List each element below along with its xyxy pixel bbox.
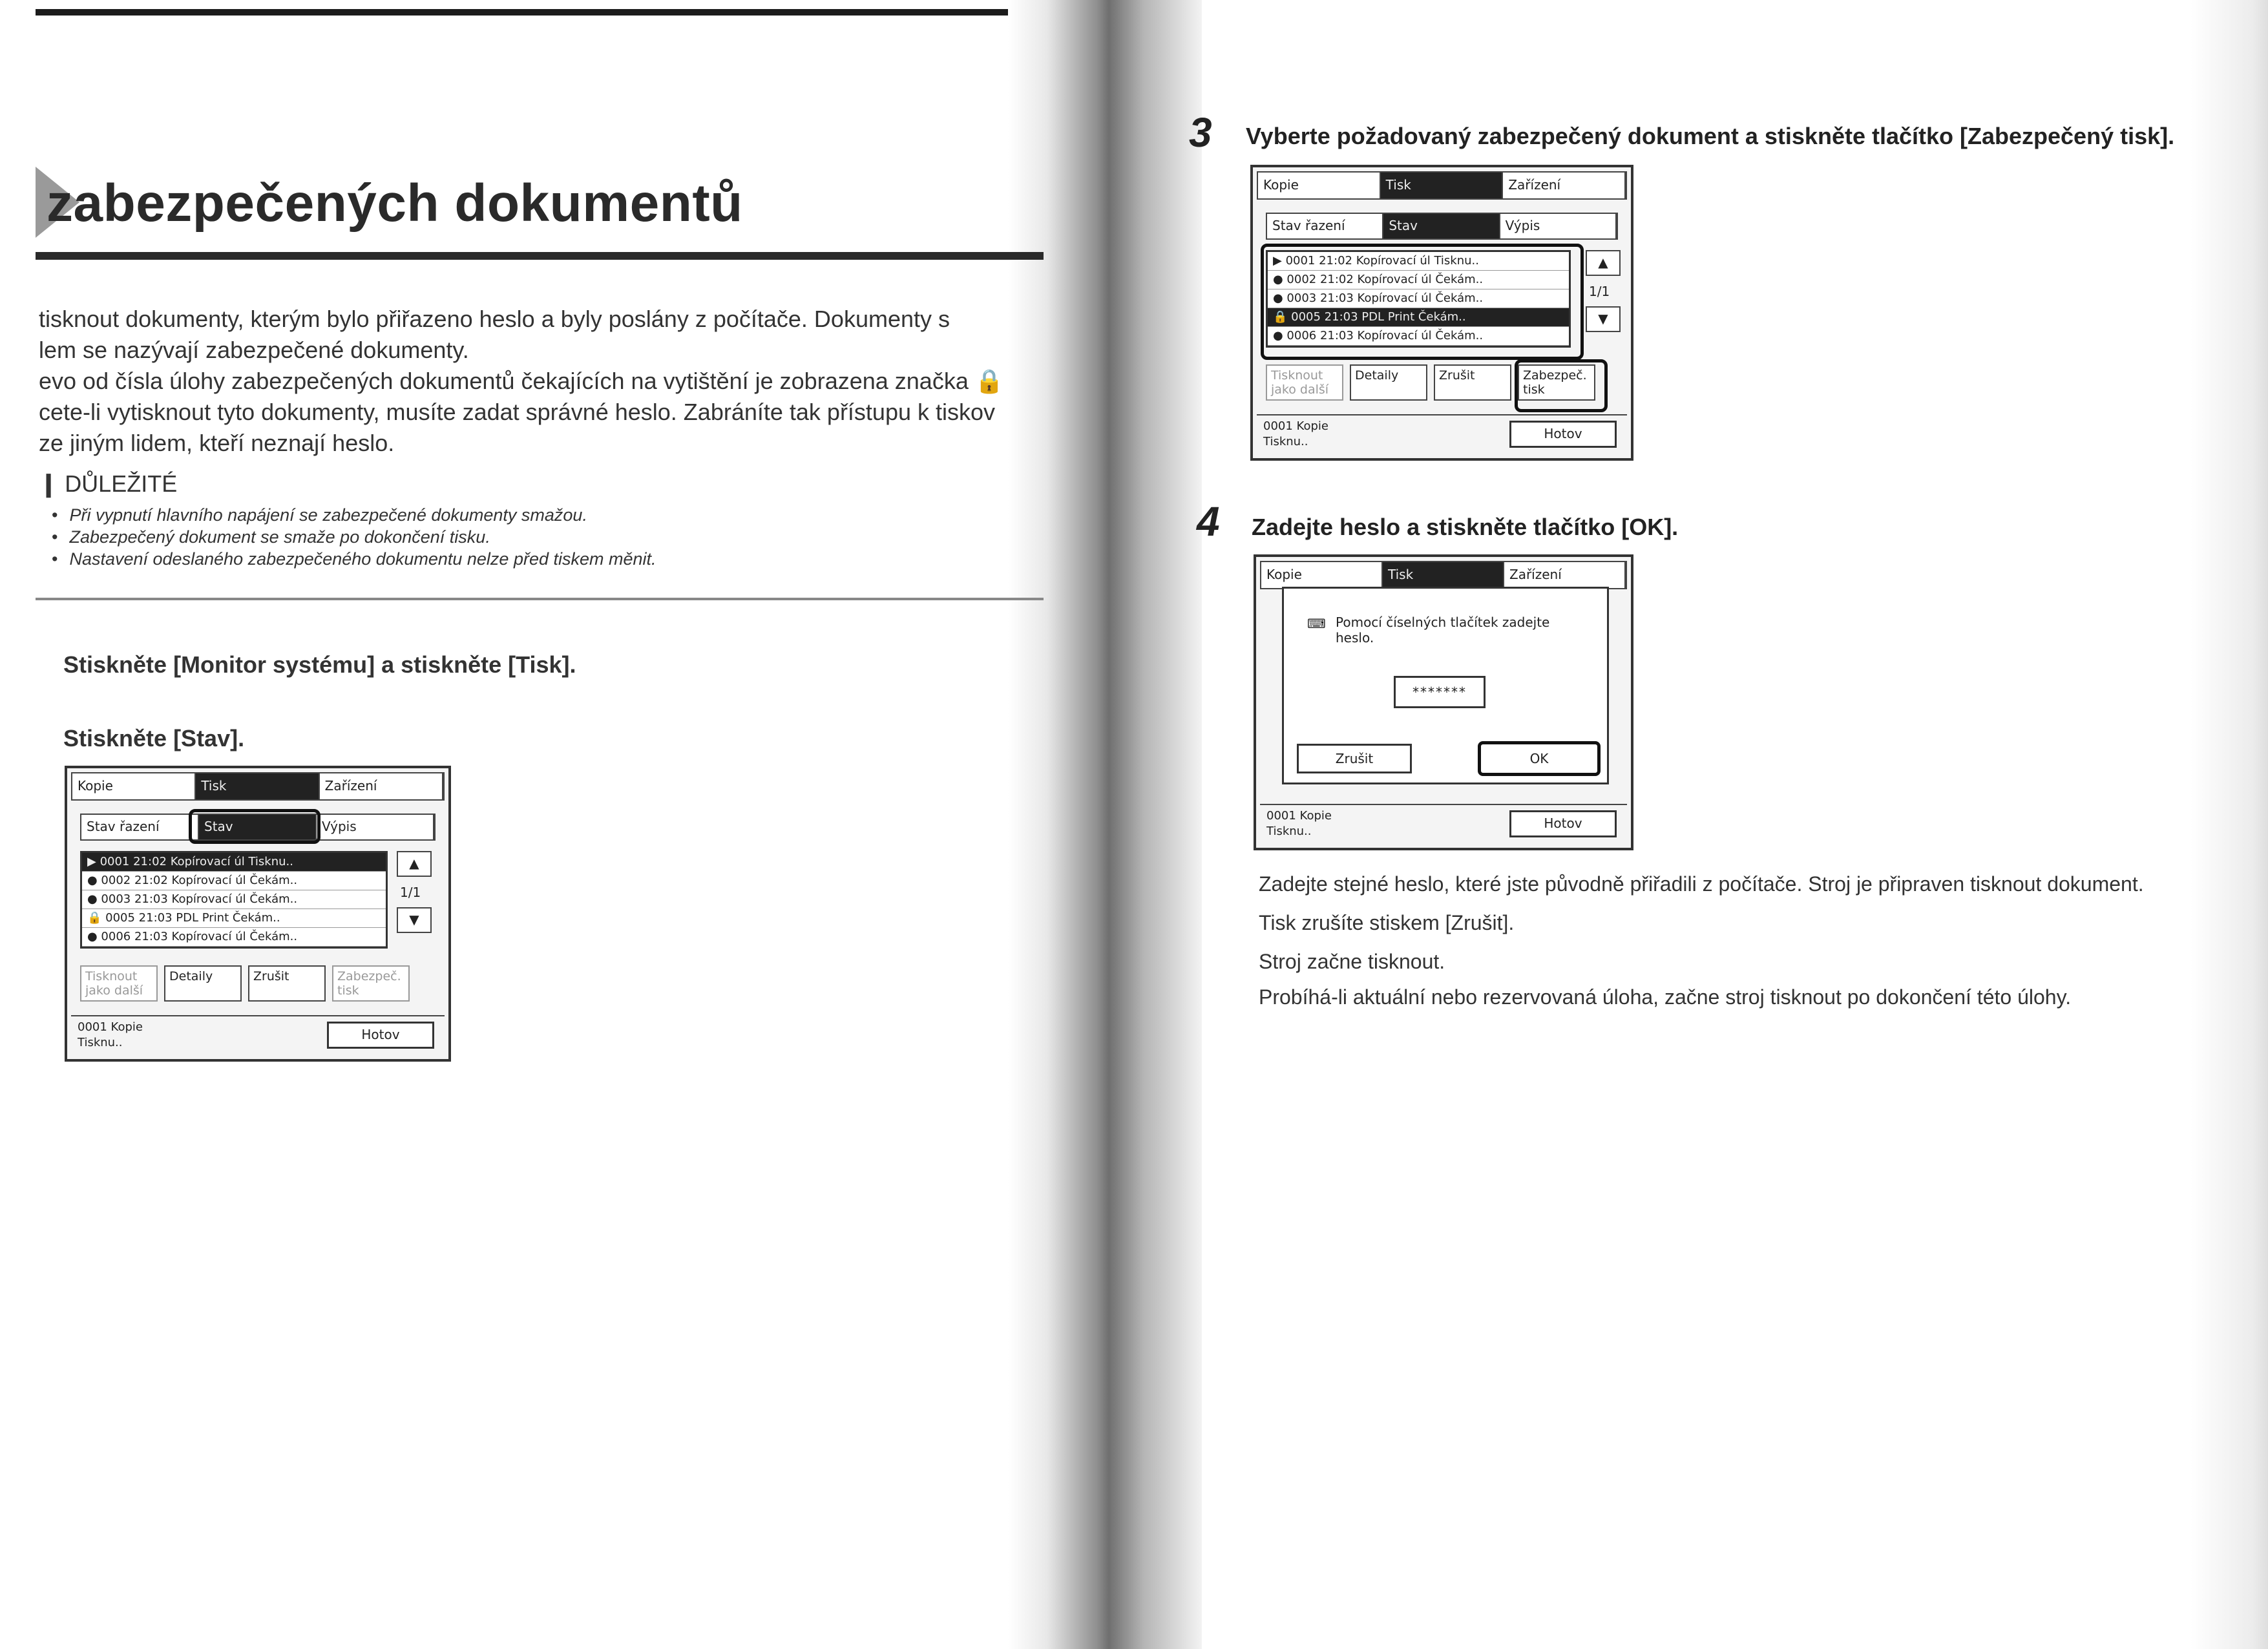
table-row[interactable]: ▶ 0001 21:02 Kopírovací úl Tisknu..	[82, 853, 386, 872]
tab-tisk[interactable]: Tisk	[196, 773, 319, 799]
table-row[interactable]: ● 0003 21:03 Kopírovací úl Čekám..	[1268, 289, 1569, 308]
body-line: Zadejte stejné heslo, které jste původně přiřadili z počítače. Stroj je připraven tisknout dokument.	[1259, 872, 2144, 896]
status-job: 0001 Kopie	[78, 1020, 143, 1034]
list-item: • Nastavení odeslaného zabezpečeného dokumentu nelze před tiskem měnit.	[52, 548, 656, 570]
highlight-frame	[189, 809, 320, 844]
screen-step3	[1250, 165, 1633, 461]
dialog-cancel-button[interactable]: Zrušit	[1297, 744, 1412, 773]
table-row[interactable]: ▶ 0001 21:02 Kopírovací úl Tisknu..	[1268, 252, 1569, 271]
dialog-message: Pomocí číselných tlačítek zadejte heslo.	[1336, 614, 1550, 646]
main-tabs	[71, 772, 445, 801]
sub-tabs	[1266, 213, 1618, 240]
main-tabs	[1257, 171, 1627, 200]
password-field[interactable]: *******	[1394, 676, 1486, 708]
tab-tisk[interactable]: Tisk	[1381, 173, 1504, 198]
step-1-text: Stiskněte [Monitor systému] a stiskněte [Tisk].	[63, 651, 576, 678]
table-row[interactable]: 🔒 0005 21:03 PDL Print Čekám..	[1268, 308, 1569, 327]
scroll-up-icon[interactable]: ▲	[397, 851, 432, 877]
tab-stav-razeni[interactable]: Stav řazení	[1267, 214, 1383, 238]
status-bar	[1257, 414, 1627, 454]
job-list	[80, 851, 388, 949]
important-list	[52, 504, 656, 570]
tab-tisk[interactable]: Tisk	[1383, 562, 1504, 588]
cancel-button[interactable]: Zrušit	[248, 965, 326, 1002]
print-next-button[interactable]: Tisknout jako další	[80, 965, 158, 1002]
tab-stav-razeni[interactable]: Stav řazení	[81, 815, 199, 839]
scroll-up-icon[interactable]: ▲	[1586, 250, 1621, 276]
status-state: Tisknu..	[78, 1036, 123, 1049]
tab-kopie[interactable]: Kopie	[1258, 173, 1381, 198]
done-button[interactable]: Hotov	[1509, 810, 1617, 837]
table-row[interactable]: ● 0002 21:02 Kopírovací úl Čekám..	[1268, 271, 1569, 289]
ok-button[interactable]: OK	[1478, 741, 1601, 776]
intro-line: lem se nazývají zabezpečené dokumenty.	[39, 337, 469, 363]
keypad-icon: ⌨	[1307, 616, 1326, 631]
tab-kopie[interactable]: Kopie	[72, 773, 196, 799]
body-line: Stroj začne tisknout.	[1259, 950, 1445, 973]
book-gutter-shadow	[1008, 0, 1202, 1649]
details-button[interactable]: Detaily	[164, 965, 242, 1002]
step-4-number: 4	[1197, 498, 1220, 545]
action-buttons	[80, 965, 410, 1002]
top-rule	[36, 9, 1147, 16]
page-edge-shadow	[2190, 0, 2268, 1649]
job-list	[1266, 250, 1571, 348]
intro-line: tisknout dokumenty, kterým bylo přiřazeno heslo a byly poslány z počítače. Dokumenty s	[39, 306, 950, 332]
table-row[interactable]: ● 0006 21:03 Kopírovací úl Čekám..	[1268, 327, 1569, 346]
status-job: 0001 Kopie	[1266, 809, 1332, 823]
page-indicator: 1/1	[400, 885, 421, 900]
tab-zarizeni[interactable]: Zařízení	[1503, 173, 1626, 198]
screen-step2	[65, 766, 451, 1062]
tab-stav[interactable]: Stav	[199, 815, 317, 839]
secure-print-button[interactable]: Zabezpeč. tisk	[332, 965, 410, 1002]
list-item: • Zabezpečený dokument se smaže po dokončení tisku.	[52, 526, 656, 548]
section-divider	[36, 598, 1044, 600]
step-4-text: Zadejte heslo a stiskněte tlačítko [OK].	[1252, 514, 1679, 540]
tab-zarizeni[interactable]: Zařízení	[1504, 562, 1626, 588]
tab-zarizeni[interactable]: Zařízení	[320, 773, 443, 799]
tab-kopie[interactable]: Kopie	[1261, 562, 1383, 588]
tab-stav[interactable]: Stav	[1383, 214, 1500, 238]
highlight-frame	[1515, 359, 1608, 412]
intro-line: ze jiným lidem, kteří neznají heslo.	[39, 430, 395, 456]
tab-vypis[interactable]: Výpis	[317, 815, 434, 839]
body-line: Probíhá-li aktuální nebo rezervovaná úloha, začne stroj tisknout po dokončení této úlohy.	[1259, 985, 2072, 1009]
done-button[interactable]: Hotov	[1509, 421, 1617, 448]
details-button[interactable]: Detaily	[1350, 364, 1427, 401]
intro-line: evo od čísla úlohy zabezpečených dokumentů čekajících na vytištění je zobrazena značka 🔒	[39, 368, 1004, 394]
tab-vypis[interactable]: Výpis	[1500, 214, 1617, 238]
page-indicator: 1/1	[1589, 284, 1610, 299]
page-title: zabezpečených dokumentů	[47, 174, 743, 233]
title-divider	[36, 252, 1044, 260]
done-button[interactable]: Hotov	[327, 1022, 434, 1049]
status-bar	[71, 1015, 445, 1055]
status-job: 0001 Kopie	[1263, 419, 1328, 433]
step-2-text: Stiskněte [Stav].	[63, 725, 245, 751]
print-next-button[interactable]: Tisknout jako další	[1266, 364, 1343, 401]
list-item: • Při vypnutí hlavního napájení se zabezpečené dokumenty smažou.	[52, 504, 656, 526]
scroll-down-icon[interactable]: ▼	[1586, 306, 1621, 332]
status-state: Tisknu..	[1263, 435, 1308, 448]
body-line: Tisk zrušíte stiskem [Zrušit].	[1259, 911, 1515, 934]
table-row[interactable]: ● 0006 21:03 Kopírovací úl Čekám..	[82, 928, 386, 947]
scroll-down-icon[interactable]: ▼	[397, 907, 432, 933]
status-bar	[1260, 804, 1627, 844]
status-state: Tisknu..	[1266, 824, 1312, 838]
password-dialog	[1282, 587, 1609, 784]
secure-print-button[interactable]: Zabezpeč. tisk	[1518, 364, 1595, 401]
intro-text	[39, 304, 1047, 459]
step-3-number: 3	[1189, 109, 1212, 156]
table-row[interactable]: 🔒 0005 21:03 PDL Print Čekám..	[82, 909, 386, 928]
intro-line: cete-li vytisknout tyto dokumenty, musíte zadat správné heslo. Zabráníte tak přístupu k tiskov	[39, 399, 996, 425]
main-tabs	[1260, 561, 1627, 589]
lock-icon: 🔒	[974, 368, 1004, 394]
step-3-text: Vyberte požadovaný zabezpečený dokument a stiskněte tlačítko [Zabezpečený tisk].	[1246, 123, 2175, 149]
table-row[interactable]: ● 0003 21:03 Kopírovací úl Čekám..	[82, 890, 386, 909]
screen-step4	[1254, 554, 1633, 850]
important-marker-icon: ❙	[39, 470, 59, 497]
table-row[interactable]: ● 0002 21:02 Kopírovací úl Čekám..	[82, 872, 386, 890]
important-heading: ❙ DŮLEŽITÉ	[39, 470, 178, 497]
cancel-button[interactable]: Zrušit	[1434, 364, 1511, 401]
